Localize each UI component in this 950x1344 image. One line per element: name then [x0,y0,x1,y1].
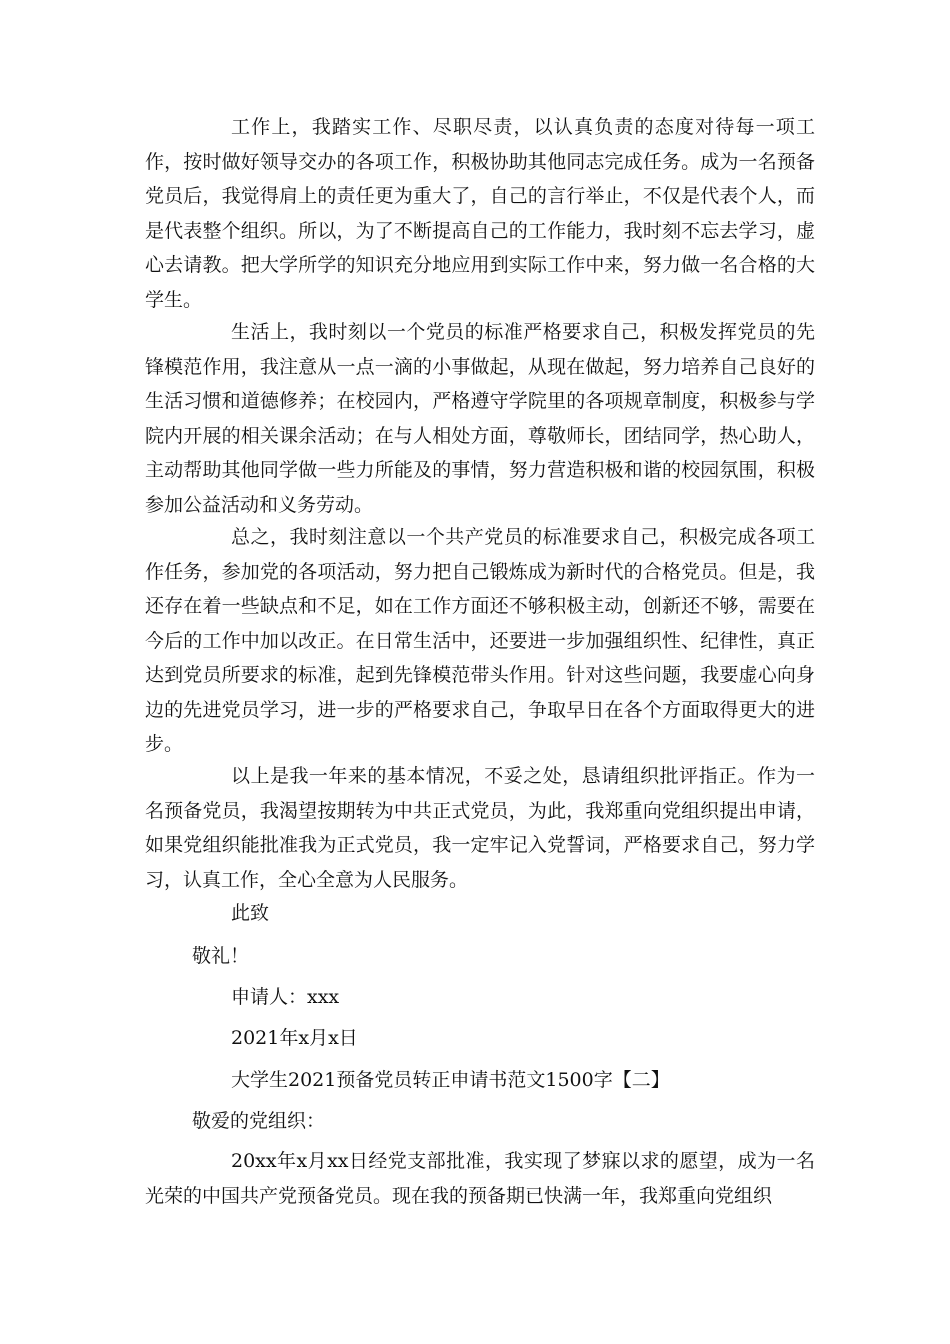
paragraph-request: 以上是我一年来的基本情况，不妥之处，恳请组织批评指正。作为一名预备党员，我渴望按期转为中共正式党员，为此，我郑重向党组织提出申请，如果党组织能批准我为正式党员，我一定牢记入党誓词，严格要求自己，努力学习，认真工作，全心全意为人民服务。 [145,765,815,891]
paragraph-intro-second-letter: 20xx年x月xx日经党支部批准，我实现了梦寐以求的愿望，成为一名光荣的中国共产党预备党员。现在我的预备期已快满一年，我郑重向党组织 [145,1150,815,1207]
closing-text: 此致 [231,902,270,924]
date-line: 2021年x月x日 [231,1027,358,1049]
section-title: 大学生2021预备党员转正申请书范文1500字【二】 [231,1069,670,1091]
paragraph-life: 生活上，我时刻以一个党员的标准严格要求自己，积极发挥党员的先锋模范作用，我注意从一点一滴的小事做起，从现在做起，努力培养自己良好的生活习惯和道德修养；在校园内，严格遵守学院里的各项规章制度，积极参与学院内开展的相关课余活动；在与人相处方面，尊敬师长，团结同学，热心助人，主动帮助其他同学做一些力所能及的事情，努力营造积极和谐的校园氛围，积极参加公益活动和义务劳动。 [145,321,815,516]
paragraph-work: 工作上，我踏实工作、尽职尽责，以认真负责的态度对待每一项工作，按时做好领导交办的各项工作，积极协助其他同志完成任务。成为一名预备党员后，我觉得肩上的责任更为重大了，自己的言行举止，不仅是代表个人，而是代表整个组织。所以，为了不断提高自己的工作能力，我时刻不忘去学习，虚心去请教。把大学所学的知识充分地应用到实际工作中来，努力做一名合格的大学生。 [145,116,815,311]
salute-text: 敬礼！ [192,945,250,967]
applicant-line: 申请人：xxx [231,986,340,1008]
greeting-line: 敬爱的党组织： [192,1110,326,1132]
paragraph-summary: 总之，我时刻注意以一个共产党员的标准要求自己，积极完成各项工作任务，参加党的各项活动，努力把自己锻炼成为新时代的合格党员。但是，我还存在着一些缺点和不足，如在工作方面还不够积极主动，创新还不够，需要在今后的工作中加以改正。在日常生活中，还要进一步加强组织性、纪律性，真正达到党员所要求的标准，起到先锋模范带头作用。针对这些问题，我要虚心向身边的先进党员学习，进一步的严格要求自己，争取早日在各个方面取得更大的进步。 [145,526,815,755]
